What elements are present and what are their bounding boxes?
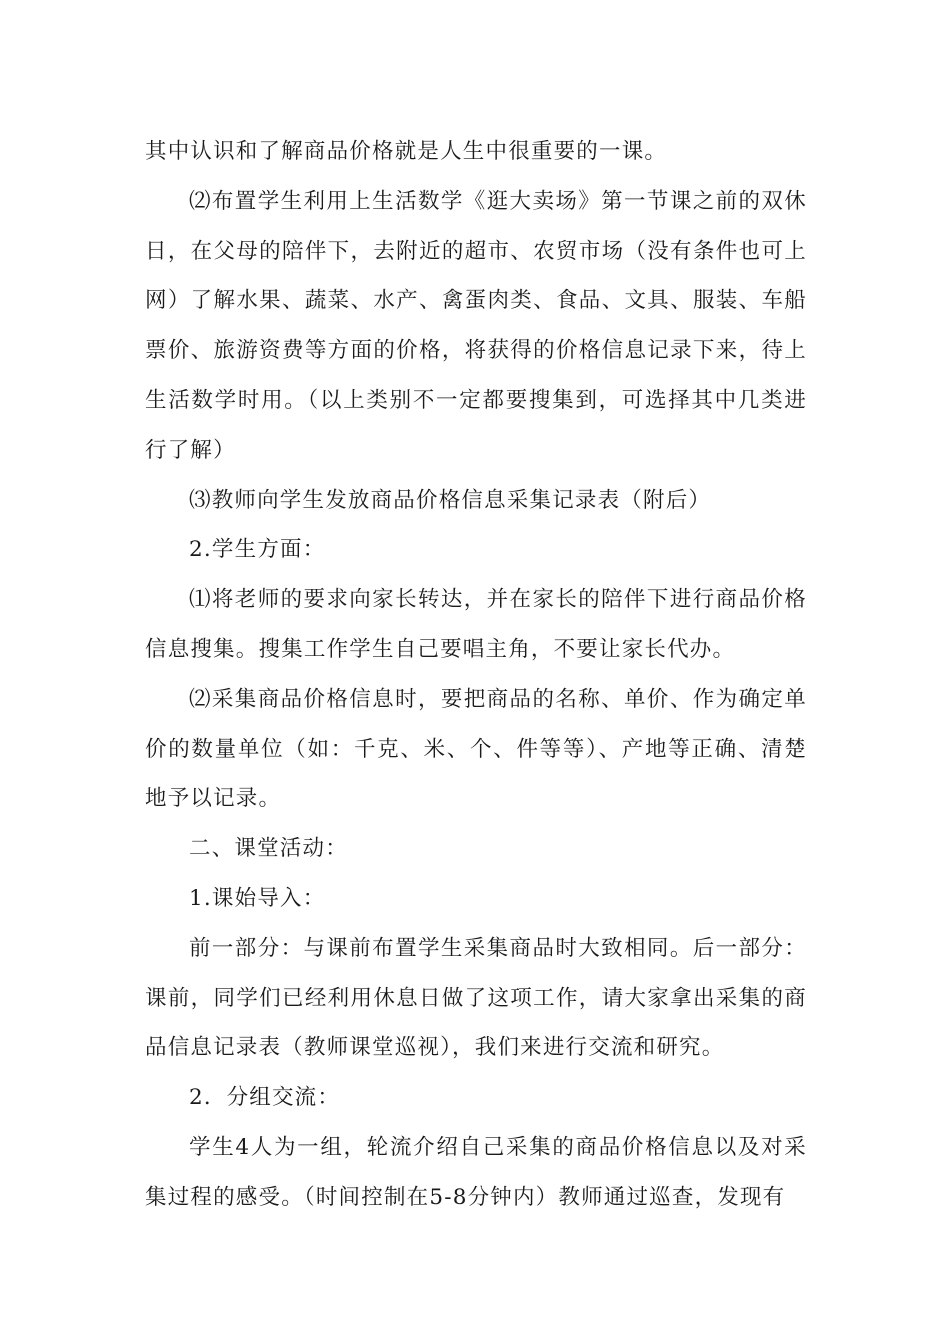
heading-lesson-intro: 1.课始导入：: [189, 885, 326, 911]
paragraph-assign-students: ⑵布置学生利用上生活数学《逛大卖场》第一节课之前的双休日，在父母的陪伴下，去附近的超市、农贸市场（没有条件也可上网）了解水果、蔬菜、水产、禽蛋肉类、食品、文具、服装、车船票价、旅游资费等方面的价格，将获得的价格信息记录下来，待上生活数学时用。（以上类别不一定都要搜集到，可选择其中几类进行了解）: [145, 188, 807, 463]
document-body: [145, 127, 807, 1223]
heading-classroom-activity: 二、课堂活动：: [189, 836, 348, 862]
paragraph-distribute-form: ⑶教师向学生发放商品价格信息采集记录表（附后）: [189, 487, 712, 513]
paragraph-record-info: ⑵采集商品价格信息时，要把商品的名称、单价、作为确定单价的数量单位（如：千克、米、个、件等等）、产地等正确、清楚地予以记录。: [145, 686, 807, 812]
paragraph-tell-parents: ⑴将老师的要求向家长转达，并在家长的陪伴下进行商品价格信息搜集。搜集工作学生自己要唱主角，不要让家长代办。: [145, 587, 807, 662]
paragraph-continuation: 其中认识和了解商品价格就是人生中很重要的一课。: [145, 139, 668, 164]
paragraph-intro-content: 前一部分：与课前布置学生采集商品时大致相同。后一部分：课前，同学们已经利用休息日做了这项工作，请大家拿出采集的商品信息记录表（教师课堂巡视），我们来进行交流和研究。: [145, 935, 807, 1061]
paragraph-group-content: 学生4人为一组，轮流介绍自己采集的商品价格信息以及对采集过程的感受。（时间控制在5-8分钟内）教师通过巡查，发现有: [145, 1134, 807, 1210]
heading-group-exchange: 2．分组交流：: [189, 1085, 341, 1111]
heading-student-side: 2.学生方面：: [189, 537, 326, 563]
